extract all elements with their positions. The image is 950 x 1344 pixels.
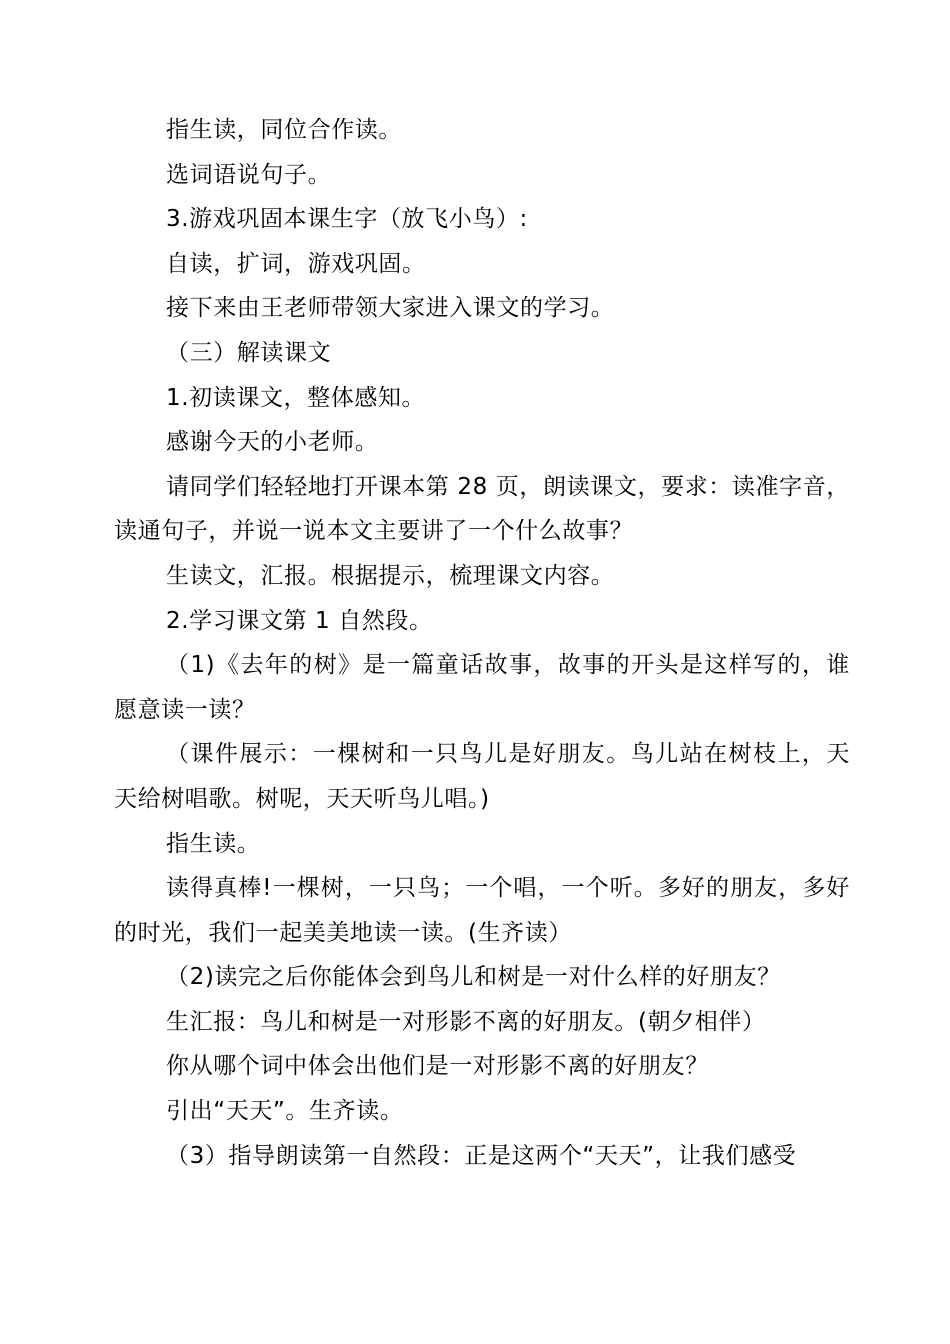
paragraph: （3）指导朗读第一自然段：正是这两个“天天”，让我们感受	[166, 1142, 797, 1169]
paragraph: 指生读，同位合作读。	[166, 117, 402, 143]
paragraph: 指生读。	[166, 830, 261, 857]
paragraph: 生汇报：鸟儿和树是一对形影不离的好朋友。(朝夕相伴）	[166, 1008, 766, 1035]
paragraph: 感谢今天的小老师。	[166, 429, 379, 456]
paragraph: 你从哪个词中体会出他们是一对形影不离的好朋友？	[166, 1053, 709, 1080]
paragraph: （课件展示：一棵树和一只鸟儿是好朋友。鸟儿站在树枝上，天天给树唱歌。树呢，天天听鸟儿唱。)	[114, 741, 850, 812]
paragraph: 生读文，汇报。根据提示，梳理课文内容。	[166, 562, 615, 589]
paragraph: 请同学们轻轻地打开课本第 28 页，朗读课文，要求：读准字音，读通句子，并说一说本文主要讲了一个什么故事？	[114, 473, 850, 545]
paragraph: 接下来由王老师带领大家进入课文的学习。	[166, 295, 615, 322]
paragraph: 自读，扩词，游戏巩固。	[166, 250, 426, 277]
paragraph: 选词语说句子。	[166, 161, 332, 188]
paragraph: 3.游戏巩固本课生字（放飞小鸟）:	[166, 206, 528, 233]
paragraph: 2.学习课文第 1 自然段。	[166, 607, 433, 634]
paragraph: （1)《去年的树》是一篇童话故事，故事的开头是这样写的，谁愿意读一读？	[114, 652, 850, 723]
paragraph: 1.初读课文，整体感知。	[166, 384, 426, 411]
section-heading: （三）解读课文	[166, 339, 332, 366]
document-body	[114, 108, 850, 1178]
paragraph: （2)读完之后你能体会到鸟儿和树是一对什么样的好朋友？	[166, 964, 781, 991]
paragraph: 读得真棒!一棵树，一只鸟；一个唱，一个听。多好的朋友，多好的时光，我们一起美美地读一读。(生齐读）	[114, 875, 850, 946]
paragraph: 引出“天天”。生齐读。	[166, 1098, 404, 1125]
